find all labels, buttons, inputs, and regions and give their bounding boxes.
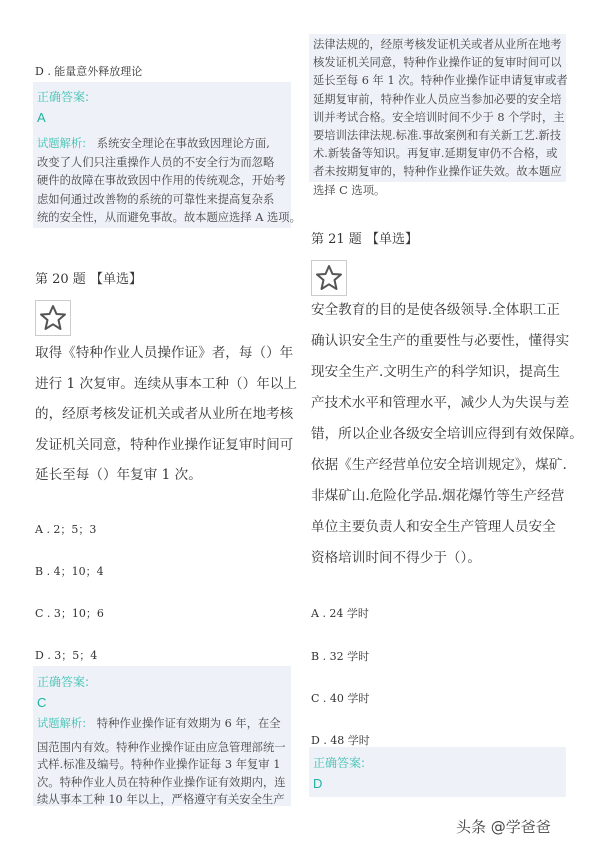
watermark: 头条 @学爸爸 — [456, 818, 551, 836]
q20-option-b[interactable]: B . 4；10；4 — [35, 565, 104, 578]
question-line: 现安全生产.文明生产的科学知识，提高生 — [311, 364, 561, 380]
question-line: 确认识安全生产的重要性与必要性，懂得实 — [311, 333, 570, 349]
q20-answer-box — [33, 666, 291, 806]
question-line: 安全教育的目的是使各级领导.全体职工正 — [311, 302, 561, 318]
question-line: 取得《特种作业人员操作证》者，每（）年 — [35, 345, 294, 361]
explanation-line: 者未按期复审的，特种作业操作证失效。故本题应 — [313, 165, 562, 179]
q20-option-a[interactable]: A . 2；5；3 — [35, 523, 97, 536]
explanation — [37, 135, 301, 228]
explanation-line: 选择 C 选项。 — [313, 183, 386, 197]
question-line: 发证机关同意，特种作业操作证复审时间可 — [35, 436, 294, 453]
question-line: 延长至每（）年复审 1 次。 — [35, 467, 202, 483]
question-line: 产技术水平和管理水平，减少人为失误与差 — [311, 395, 570, 411]
explanation-line: 要培训法律法规.标准.事故案例和有关新工艺.新技 — [313, 129, 562, 143]
question-line: 的，经原考核发证机关或者从业所在地考核 — [35, 406, 294, 422]
q21-favorite-button[interactable] — [311, 260, 347, 296]
explanation-line: 式样.标准及编号。特种作业操作证每 3 年复审 1 — [37, 758, 281, 771]
explanation-line: 延期复审前，特种作业人员应当参加必要的安全培 — [313, 92, 562, 106]
explanation-line: 续从事本工种 10 年以上，严格遵守有关安全生产 — [37, 793, 285, 806]
question-line: 依据《生产经营单位安全培训规定》，煤矿. — [311, 457, 567, 473]
question-line: 错，所以企业各级安全培训应得到有效保障。 — [311, 426, 583, 442]
explanation-label: 试题解析: — [37, 137, 86, 150]
question-line: 单位主要负责人和安全生产管理人员安全 — [311, 519, 556, 535]
explanation-line: 法律法规的，经原考核发证机关或者从业所在地考 — [313, 38, 562, 51]
explanation-line: 特种作业操作证有效期为 6 年，在全 — [96, 717, 281, 730]
explanation-line: 核发证机关同意，特种作业操作证的复审时间可以 — [313, 56, 562, 70]
explanation-line: 国范围内有效。特种作业操作证由应急管理部统一 — [37, 740, 286, 754]
explanation-line: 统的安全性，从而避免事故。故本题应选择 A 选项。 — [37, 211, 301, 224]
answer-label: 正确答案: — [37, 90, 90, 104]
q20-title: 第 20 题 【单选】 — [35, 272, 142, 287]
explanation-line: 虑如何通过改善物的系统的可靠性来提高复杂系 — [37, 192, 275, 206]
q20-option-d[interactable]: D . 3；5；4 — [35, 649, 98, 662]
q19-answer-box — [33, 82, 301, 228]
explanation — [37, 715, 286, 809]
answer-value: A — [37, 110, 46, 125]
explanation-line: 改变了人们只注重操作人员的不安全行为而忽略 — [37, 155, 275, 169]
explanation-line: 硬件的故障在事故致因中作用的传统观念，开始考 — [37, 174, 286, 187]
explanation-line: 训并考试合格。安全培训时间不少于 8 个学时，主 — [313, 110, 565, 124]
q20-option-c[interactable]: C . 3；10；6 — [35, 607, 104, 620]
q21-option-c[interactable]: C . 40 学时 — [311, 692, 370, 705]
q20-question — [35, 338, 297, 491]
explanation-line: 延长至每 6 年 1 次。特种作业操作证申请复审或者 — [313, 74, 568, 88]
answer-label: 正确答案: — [313, 756, 366, 770]
answer-value: D — [313, 776, 323, 791]
explanation-line: 系统安全理论在事故致因理论方面, — [96, 137, 270, 150]
question-line: 资格培训时间不得少于（）。 — [311, 550, 481, 566]
star-icon — [312, 261, 346, 295]
q21-option-a[interactable]: A . 24 学时 — [311, 607, 369, 620]
explanation-label: 试题解析: — [37, 717, 86, 730]
q21-title: 第 21 题 【单选】 — [311, 232, 418, 247]
explanation-line: 次。特种作业人员在特种作业操作证有效期内，连 — [37, 775, 286, 789]
q19-option-d: D . 能量意外释放理论 — [35, 65, 143, 78]
q21-question — [311, 295, 583, 574]
q21-option-b[interactable]: B . 32 学时 — [311, 650, 370, 663]
question-line: 非煤矿山.危险化学品.烟花爆竹等生产经营 — [311, 488, 565, 504]
question-line: 进行 1 次复审。连续从事本工种（）年以上 — [35, 375, 297, 392]
explanation-line: 术.新装备等知识。再复审.延期复审仍不合格，或 — [313, 147, 558, 161]
answer-label: 正确答案: — [37, 675, 90, 689]
q20-favorite-button[interactable] — [35, 300, 71, 336]
q20-explanation-continued — [309, 34, 568, 197]
answer-value: C — [37, 695, 47, 710]
q21-option-d[interactable]: D . 48 学时 — [311, 734, 370, 747]
q21-answer-box — [309, 747, 566, 797]
star-icon — [36, 301, 70, 335]
